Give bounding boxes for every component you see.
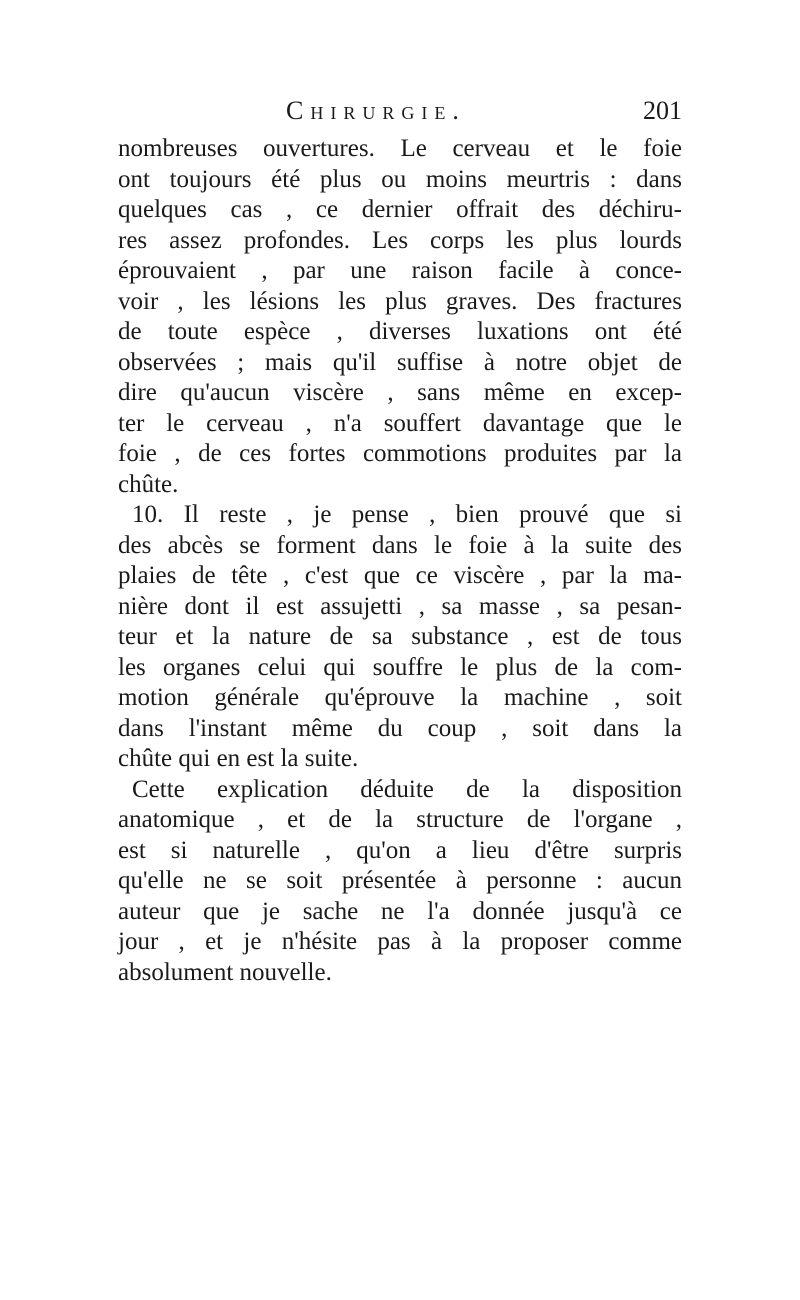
text-line: qu'elle ne se soit présentée à personne : aucun bbox=[118, 867, 682, 894]
text-line: jour , et je n'hésite pas à la proposer comme bbox=[118, 928, 682, 955]
text-line: auteur que je sache ne l'a donnée jusqu'à ce bbox=[118, 897, 682, 925]
text-line: ont toujours été plus ou moins meurtris : dans bbox=[118, 165, 682, 193]
text-line: quelques cas , ce dernier offrait des déchiru- bbox=[118, 196, 682, 223]
text-line: chûte qui en est la suite. bbox=[118, 745, 359, 772]
text-line: voir , les lésions les plus graves. Des fractures bbox=[118, 287, 682, 315]
text-line: est si naturelle , qu'on a lieu d'être surpris bbox=[118, 836, 682, 864]
text-line: teur et la nature de sa substance , est de tous bbox=[118, 623, 682, 650]
page-header bbox=[118, 96, 682, 136]
text-line: 10. Il reste , je pense , bien prouvé que si bbox=[132, 501, 682, 528]
text-line: dire qu'aucun viscère , sans même en excep- bbox=[118, 379, 682, 406]
running-title: Chirurgie. bbox=[286, 96, 466, 125]
text-line: observées ; mais qu'il suffise à notre objet de bbox=[118, 348, 682, 376]
text-line: res assez profondes. Les corps les plus lourds bbox=[118, 226, 682, 254]
text-line: éprouvaient , par une raison facile à conce- bbox=[118, 257, 682, 284]
text-line: des abcès se forment dans le foie à la suite des bbox=[118, 531, 682, 559]
text-line: motion générale qu'éprouve la machine , soit bbox=[118, 684, 682, 711]
text-line: Cette explication déduite de la disposition bbox=[132, 775, 682, 803]
text-line: plaies de tête , c'est que ce viscère , par la ma- bbox=[118, 562, 682, 589]
text-line: absolument nouvelle. bbox=[118, 958, 332, 986]
text-line: dans l'instant même du coup , soit dans la bbox=[118, 714, 682, 742]
text-line: de toute espèce , diverses luxations ont été bbox=[118, 318, 682, 345]
page-number: 201 bbox=[643, 96, 682, 125]
text-line: ter le cerveau , n'a souffert davantage que le bbox=[118, 409, 682, 437]
text-line: nière dont il est assujetti , sa masse , sa pesan- bbox=[118, 592, 682, 620]
text-line: anatomique , et de la structure de l'organe , bbox=[118, 806, 682, 833]
body-text bbox=[118, 134, 682, 988]
text-line: chûte. bbox=[118, 470, 179, 498]
text-line: foie , de ces fortes commotions produites par la bbox=[118, 440, 682, 467]
text-line: nombreuses ouvertures. Le cerveau et le foie bbox=[118, 135, 682, 162]
text-line: les organes celui qui souffre le plus de la com- bbox=[118, 653, 682, 681]
